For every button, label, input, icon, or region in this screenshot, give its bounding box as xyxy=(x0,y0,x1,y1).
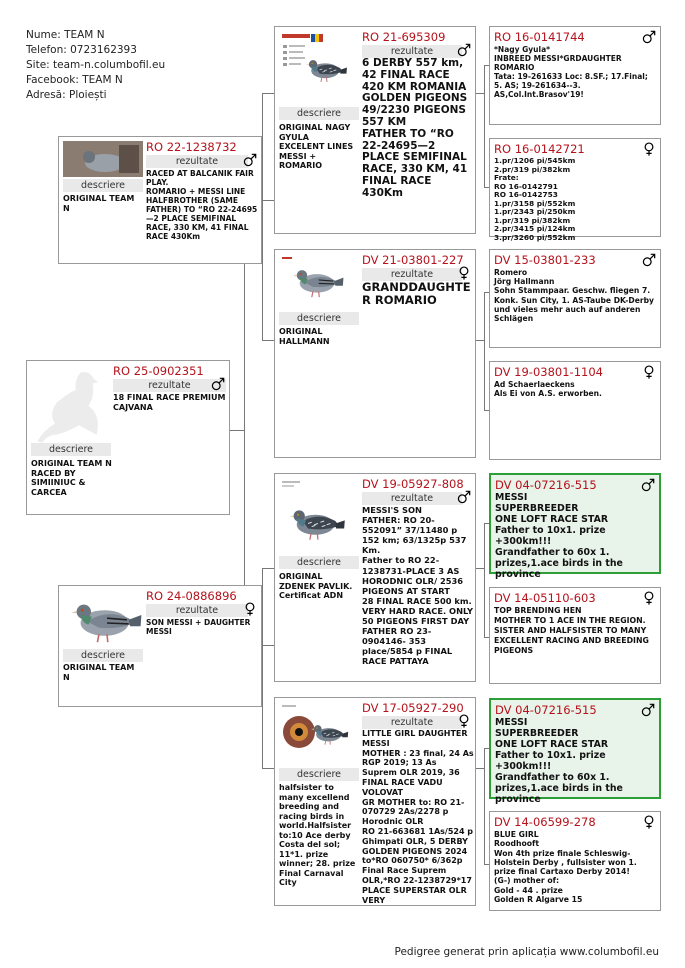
pigeon-note: ORIGINAL TEAM N xyxy=(63,194,135,213)
pigeon-photo xyxy=(279,31,359,105)
pedigree-card-father[interactable] xyxy=(58,136,262,264)
ring-number[interactable]: RO 22-1238732 xyxy=(146,140,237,154)
pigeon-photo xyxy=(279,254,359,311)
ring-number[interactable]: RO 24-0886896 xyxy=(146,589,237,603)
pigeon-info: Romero Jörg Hallmann Sohn Stammpaar. Geschw. fliegen 7. Konk. Sun City, 1. AS-Taube DK-Derby und vieles mehr auch auf anderen Schlägen xyxy=(494,268,654,324)
pedigree-card-mfm[interactable] xyxy=(489,587,661,684)
male-icon xyxy=(243,153,257,170)
owner-info xyxy=(26,28,165,103)
pigeon-photo xyxy=(279,478,359,554)
pigeon-info: MESSI SUPERBREEDER ONE LOFT RACE STAR Father to 10x1. prize +300km!!! Grandfather to 60x 1. prizes,1.ace birds in the province xyxy=(495,717,623,805)
connector xyxy=(262,568,274,569)
results-tab[interactable]: rezultate xyxy=(146,604,248,617)
connector xyxy=(476,568,484,569)
pedigree-card-father-father[interactable] xyxy=(274,26,476,234)
pedigree-card-mother-mother[interactable] xyxy=(274,697,476,906)
pigeon-note: ORIGINAL TEAM N xyxy=(63,663,135,682)
pigeon-info: SON MESSI + DAUGHTER MESSI xyxy=(146,618,251,636)
pigeon-info: TOP BRENDING HEN MOTHER TO 1 ACE IN THE REGION. SISTER AND HALFSISTER TO MANY EXCELLENT RACING AND BREEDING PIGEONS xyxy=(494,606,649,655)
connector xyxy=(262,340,274,341)
pigeon-photo xyxy=(31,366,111,446)
pedigree-card-mff[interactable] xyxy=(489,473,661,580)
pigeon-info: MESSI'S SON FATHER: RO 20-552091” 37/11480 p 152 km; 63/1325p 537 Km. Father to RO 22-1238731-PLACE 3 AS HORODNIC OLR/ 2536 PIGEONS AT START 28 FINAL RACE 500 km. VERY HARD RACE. ONLY 50 PIGEONS FIRST DAY FATHER RO 23-0904146- 353 place/5854 p FINAL RACE PATTAYA xyxy=(362,505,474,667)
pedigree-card-mother[interactable] xyxy=(58,585,262,707)
results-tab[interactable]: rezultate xyxy=(362,492,462,505)
pigeon-note: ORIGINAL TEAM N RACED BY SIMIINIUC & CARCEA xyxy=(31,459,112,497)
pigeon-note: ORIGINAL ZDENEK PAVLIK. Certificat ADN xyxy=(279,572,353,600)
pedigree-card-father-mother[interactable] xyxy=(274,249,476,458)
description-tab[interactable]: descriere xyxy=(31,443,111,456)
owner-site: Site: team-n.columbofil.eu xyxy=(26,59,166,71)
female-icon xyxy=(243,602,257,619)
connector xyxy=(262,568,263,768)
owner-name: Nume: TEAM N xyxy=(26,29,105,41)
results-tab[interactable]: rezultate xyxy=(362,716,462,729)
pigeon-info: GRANDDAUGHTER ROMARIO xyxy=(362,280,471,307)
pigeon-info: RACED AT BALCANIK FAIR PLAY. ROMARIO + MESSI LINE HALFBROTHER (SAME FATHER) TO “RO 22-24695—2 PLACE SEMIFINAL RACE, 330 KM, 41 FINAL RACE 430Km xyxy=(146,169,258,241)
pigeon-info: MESSI SUPERBREEDER ONE LOFT RACE STAR Father to 10x1. prize +300km!!! Grandfather to 60x 1. prizes,1.ace birds in the province xyxy=(495,492,623,580)
pigeon-info: BLUE GIRL Roodhooft Won 4th prize finale Schleswig-Holstein Derby , fullsister won 1. prize final Cartaxo Derby 2014! (G-) mother of: Gold - 44 . prize Golden R Algarve 15 xyxy=(494,830,637,905)
connector xyxy=(262,93,274,94)
results-tab[interactable]: rezultate xyxy=(362,268,462,281)
connector xyxy=(230,430,244,431)
pigeon-info: 1.pr/1206 pi/545km 2.pr/319 pi/382km Frate: RO 16-0142791 RO 16-0142753 1.pr/3158 pi/552km 1.pr/2343 pi/250km 1.pr/319 pi/382km 2.pr/3415 pi/124km 3.pr/3260 pi/552km xyxy=(494,156,576,242)
ring-number[interactable]: RO 25-0902351 xyxy=(113,364,204,378)
pedigree-card-subject[interactable] xyxy=(26,360,230,515)
connector xyxy=(262,200,274,201)
results-tab[interactable]: rezultate xyxy=(113,379,226,392)
connector xyxy=(484,748,485,864)
pigeon-info: 6 DERBY 557 km, 42 FINAL RACE 420 KM ROMANIA GOLDEN PIGEONS 49/2230 PIGEONS 557 KM FATHER TO “RO 22-24695—2 PLACE SEMIFINAL RACE, 330 KM, 41 FINAL RACE 430Km xyxy=(362,57,468,199)
connector xyxy=(476,340,484,341)
pedigree-card-fff[interactable] xyxy=(489,26,661,125)
description-tab[interactable]: descriere xyxy=(63,649,143,662)
pigeon-photo xyxy=(279,702,359,766)
ring-number[interactable]: RO 16-0141744 xyxy=(494,30,585,44)
ring-number[interactable]: DV 15-03801-233 xyxy=(494,253,596,267)
results-tab[interactable]: rezultate xyxy=(146,155,248,168)
owner-facebook: Facebook: TEAM N xyxy=(26,74,123,86)
pedigree-card-mmf[interactable] xyxy=(489,698,661,805)
pedigree-card-ffm[interactable] xyxy=(489,138,661,242)
connector xyxy=(484,65,485,187)
pedigree-card-fmm[interactable] xyxy=(489,361,661,460)
description-tab[interactable]: descriere xyxy=(279,768,359,781)
ring-number[interactable]: RO 21-695309 xyxy=(362,30,446,44)
ring-number[interactable]: DV 19-05927-808 xyxy=(362,477,464,491)
ring-number[interactable]: DV 14-06599-278 xyxy=(494,815,596,829)
ring-number[interactable]: DV 04-07216-515 xyxy=(495,703,597,717)
pigeon-info: Ad Schaerlaeckens Als Ei von A.S. erworben. xyxy=(494,380,602,399)
description-tab[interactable]: descriere xyxy=(279,312,359,325)
owner-address: Adresă: Ploiești xyxy=(26,89,107,101)
ring-number[interactable]: DV 14-05110-603 xyxy=(494,591,596,605)
pedigree-card-mmm[interactable] xyxy=(489,811,661,911)
footer-credit: Pedigree generat prin aplicația www.columbofil.eu xyxy=(394,946,659,958)
connector xyxy=(476,768,484,769)
ring-number[interactable]: DV 17-05927-290 xyxy=(362,701,464,715)
pedigree-card-mother-father[interactable] xyxy=(274,473,476,682)
ring-number[interactable]: DV 21-03801-227 xyxy=(362,253,464,267)
pedigree-card-fmf[interactable] xyxy=(489,249,661,348)
results-tab[interactable]: rezultate xyxy=(362,45,462,58)
ring-number[interactable]: RO 16-0142721 xyxy=(494,142,585,156)
connector xyxy=(262,768,274,769)
pigeon-photo xyxy=(63,141,143,177)
pigeon-note: halfsister to many excellend breeding and racing birds in world.Halfsister to:10 Ace derby Costa del sol; 11*1. prize winner; 28. prize Final Carnaval City xyxy=(279,783,356,887)
male-icon xyxy=(211,377,225,394)
pigeon-info: LITTLE GIRL DAUGHTER MESSI MOTHER : 23 final, 24 As RGP 2019; 13 As Suprem OLR 2019, 36 FINAL RACE VADU VOLOVAT GR MOTHER to: RO 21-070729 2As/2278 p Horodnic OLR RO 21-663681 1As/524 p Ghimpati OLR, 5 DERBY GOLDEN PIGEONS 2024 to*RO 060750* 6/362p Final Race Suprem OLR,*RO 22-1238729*17 PLACE SUPERSTAR OLR VERY xyxy=(362,729,474,905)
owner-phone: Telefon: 0723162393 xyxy=(26,44,137,56)
pigeon-info: 18 FINAL RACE PREMIUM CAJVANA xyxy=(113,393,226,412)
ring-number[interactable]: DV 04-07216-515 xyxy=(495,478,597,492)
pigeon-info: *Nagy Gyula* INBREED MESSI*GRDAUGHTER ROMARIO Tata: 19-261633 Loc: 8.SF.; 17.Final; 5. AS; 19-261634--3. AS,Col.Int.Brasov'19! xyxy=(494,45,648,99)
connector xyxy=(244,235,245,645)
pigeon-photo xyxy=(63,590,143,648)
description-tab[interactable]: descriere xyxy=(63,179,143,192)
connector xyxy=(262,645,274,646)
description-tab[interactable]: descriere xyxy=(279,556,359,569)
connector xyxy=(262,93,263,340)
connector xyxy=(484,523,485,637)
ring-number[interactable]: DV 19-03801-1104 xyxy=(494,365,603,379)
connector xyxy=(484,292,485,410)
pigeon-note: ORIGINAL NAGY GYULA EXCELENT LINES MESSI + ROMARIO xyxy=(279,123,354,170)
connector xyxy=(476,93,484,94)
pigeon-note: ORIGINAL HALLMANN xyxy=(279,327,330,346)
description-tab[interactable]: descriere xyxy=(279,107,359,120)
